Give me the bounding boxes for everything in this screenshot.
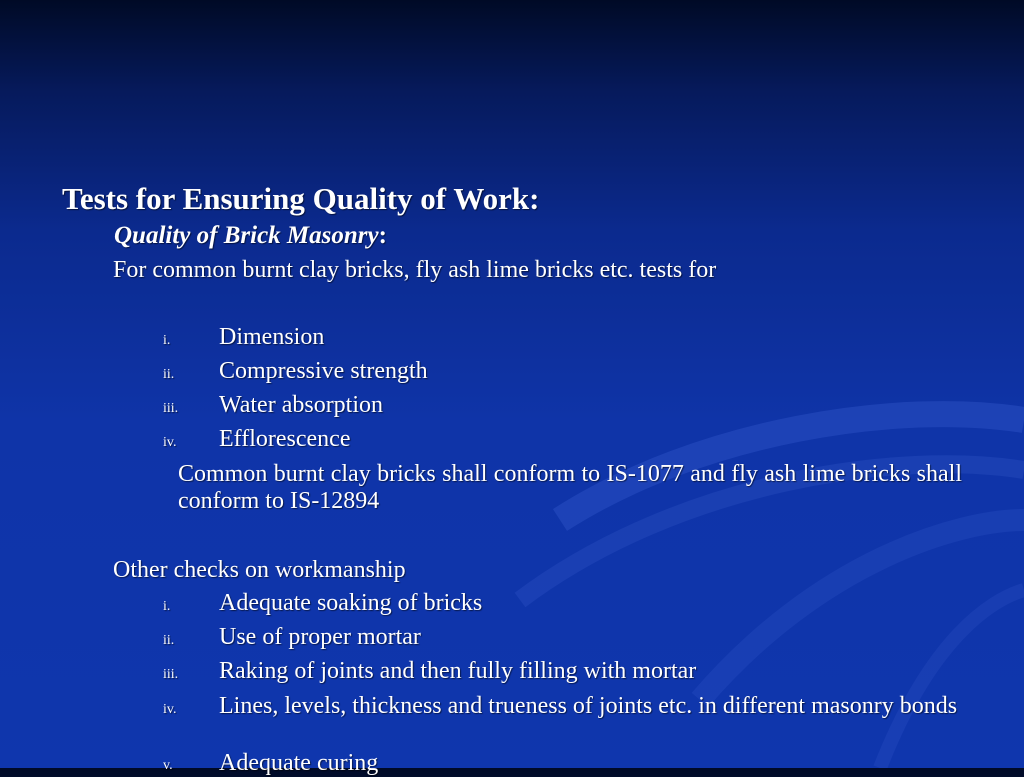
check-item-soaking: Adequate soaking of bricks [219, 590, 483, 616]
conformance-paragraph: Common burnt clay bricks shall conform to IS-1077 and fly ash lime bricks shall conform to IS-12894 [178, 461, 962, 514]
test-item-water-absorption: Water absorption [219, 392, 384, 418]
test-item-dimension: Dimension [219, 324, 325, 350]
intro-text: For common burnt clay bricks, fly ash lime bricks etc. tests for [113, 257, 717, 283]
check-marker-2: ii. [163, 633, 175, 648]
test-marker-1: i. [163, 333, 171, 348]
test-item-efflorescence: Efflorescence [219, 426, 351, 452]
slide-heading: Tests for Ensuring Quality of Work: [62, 181, 540, 216]
subheading [114, 222, 387, 250]
checks-heading: Other checks on workmanship [113, 557, 406, 583]
check-marker-3: iii. [163, 667, 179, 682]
check-item-mortar: Use of proper mortar [219, 624, 421, 650]
check-marker-4: iv. [163, 702, 177, 717]
check-marker-1: i. [163, 599, 171, 614]
check-item-raking: Raking of joints and then fully filling with mortar [219, 658, 697, 684]
test-item-compressive-strength: Compressive strength [219, 358, 428, 384]
test-marker-4: iv. [163, 435, 177, 450]
subheading-text: Quality of Brick Masonry [114, 222, 379, 249]
check-item-lines-levels: Lines, levels, thickness and trueness of joints etc. in different masonry bonds [219, 693, 958, 719]
check-marker-5: v. [163, 758, 173, 773]
check-item-curing: Adequate curing [219, 750, 379, 776]
test-marker-2: ii. [163, 367, 175, 382]
subheading-colon: : [378, 222, 387, 249]
test-marker-3: iii. [163, 401, 179, 416]
